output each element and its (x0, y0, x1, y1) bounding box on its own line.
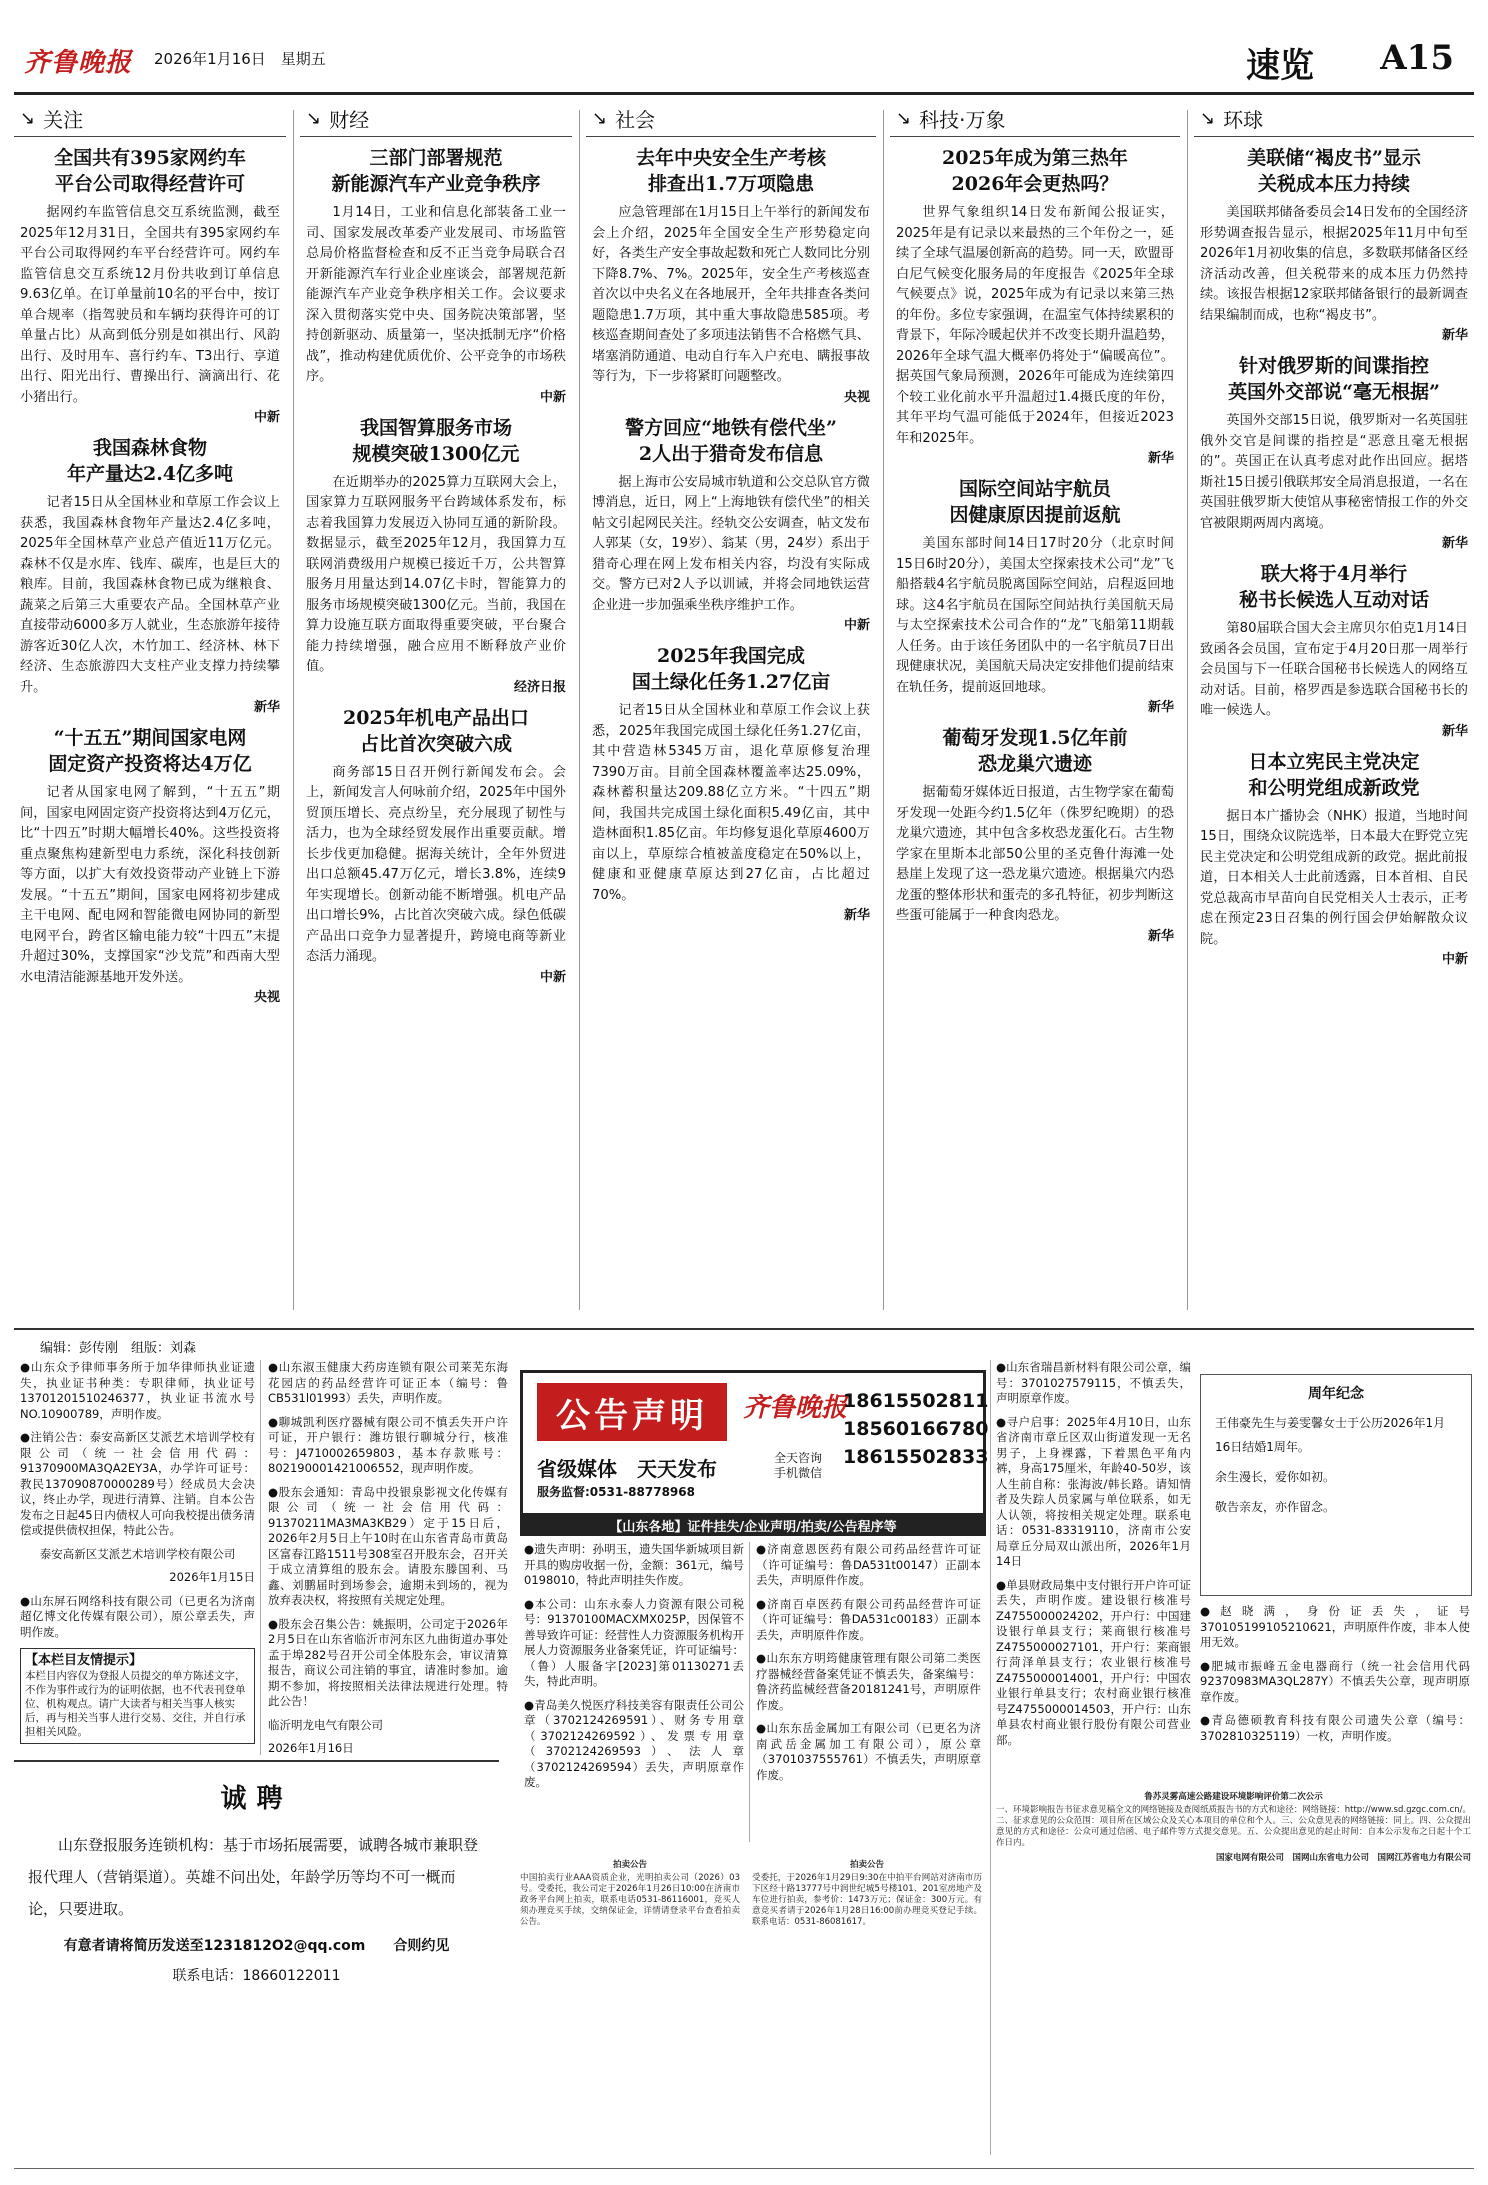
issue-date: 2026年1月16日 星期五 (154, 50, 326, 68)
notice-divider (990, 1360, 991, 2155)
auction-title: 拍卖公告 (849, 1860, 884, 1870)
column-divider (1187, 110, 1188, 1310)
story-body: 第80届联合国大会主席贝尔伯克1月14日致函各会员国，宣布定于4月20日那一周举行会员国与下一任联合国秘书长候选人的网络互动对话。目前，格罗西是参选联合国秘书长的唯一候选人。 (1200, 621, 1468, 718)
headline[interactable]: 针对俄罗斯的间谍指控 英国外交部说“毫无根据” (1228, 355, 1440, 403)
headline[interactable]: 2025年成为第三热年 2026年会更热吗？ (942, 147, 1128, 195)
notice-item: ●股东会召集公告：姚振明，公司定于2026年2月5日在山东省临沂市河东区九曲街道办事处孟于埠282号召开公司全体股东会，审议清算报告，商议公司注销的事宜，请准时参加。逾期不参加，将按照相关法律法规进行处理。特此公告！ (268, 1616, 508, 1708)
notice-column (524, 1542, 744, 1842)
column-divider (293, 110, 294, 1310)
recruit-title: 诚聘 (220, 1784, 293, 1814)
headline[interactable]: 国际空间站宇航员 因健康原因提前返航 (949, 478, 1121, 526)
notice-item: ●山东淑玉健康大药房连锁有限公司莱芜东海花园店的药品经营许可证正本（编号：鲁CB531l01993）丢失，声明作废。 (268, 1360, 508, 1405)
news-story (20, 435, 280, 715)
notice-item: ●山东屏石网络科技有限公司（已更名为济南超亿博文化传媒有限公司），原公章丢失，声明作废。 (20, 1593, 255, 1639)
headline[interactable]: 去年中央安全生产考核 排查出1.7万项隐患 (635, 147, 826, 195)
story-source: 新华 (1147, 928, 1174, 944)
notice-item: ●山东东方明筠健康管理有限公司第二类医疗器械经营备案凭证不慎丢失，备案编号：鲁济药监械经营备20181241号，声明原件作废。 (756, 1651, 981, 1712)
notice-item: ●赵晓满，身份证丢失，证号370105199105210621，声明原件作废，非本人使用无效。 (1200, 1604, 1470, 1649)
headline[interactable]: 日本立宪民主党决定 和公明党组成新政党 (1248, 750, 1420, 799)
story-source: 新华 (1441, 328, 1468, 343)
story-body: 据葡萄牙媒体近日报道，古生物学家在葡萄牙发现一处距今约1.5亿年（侏罗纪晚期）的恐龙巢穴遗迹，其中包含多枚恐龙蛋化石。古生物学家在里斯本北部50公里的圣克鲁什海滩一处悬崖上发现了这一恐龙巢穴遗迹。根据巢穴内恐龙蛋的整体形状和蛋壳的多孔特征，初步判断这些蛋可能属于一种食肉恐龙。 (896, 785, 1174, 923)
section-rule (14, 1328, 1474, 1330)
bottom-rule (14, 2168, 1474, 2169)
story-body: 美国联邦储备委员会14日发布的全国经济形势调查报告显示，根据2025年11月中旬至2026年1月初收集的信息，多数联邦储备区经济活动改善，但关税带来的成本压力仍然持续。该报告根据12家联邦储备银行的最新调查结果编制而成，也称“褐皮书”。 (1200, 205, 1468, 323)
reminder-title: 【本栏目友情提示】 (25, 1653, 143, 1668)
story-source: 新华 (253, 700, 280, 715)
anniversary-line: 敬告亲友，亦作留念。 (1215, 1500, 1336, 1514)
eia-signoff: 国家电网有限公司 国网山东省电力公司 国网江苏省电力有限公司 (1215, 1853, 1471, 1863)
news-story (592, 415, 870, 634)
news-story (1200, 561, 1468, 739)
eia-title: 鲁苏灵雾高速公路建设环境影响评价第二次公示 (1144, 1792, 1323, 1802)
story-source: 中新 (843, 618, 870, 633)
page-number: A15 (1380, 38, 1454, 78)
headline[interactable]: 2025年机电产品出口 占比首次突破六成 (343, 706, 529, 755)
notice-item: ●济南百卓医药有限公司药品经营许可证（许可证编号：鲁DA531c00183）正副本丢失，声明原件作废。 (756, 1596, 981, 1642)
ad-title: 公告声明 (537, 1383, 727, 1441)
column-header (300, 100, 572, 137)
column-title: 科技·万象 (919, 107, 1006, 132)
story-source: 中新 (539, 389, 566, 405)
recruit-box (14, 1768, 499, 2148)
eia-notice (996, 1790, 1471, 2160)
story-source: 新华 (1147, 700, 1174, 715)
column-divider (579, 110, 580, 1310)
news-story (306, 705, 566, 985)
column-title: 社会 (615, 107, 656, 132)
story-body: 据日本广播协会（NHK）报道，当地时间15日，围绕众议院选举，日本最大在野党立宪民主党决定和公明党组成新的政党。据此前报道，日本相关人士此前透露，日本首相、自民党总裁高市早苗向自民党相关人士表示，正考虑在预定23日召集的例行国会伊始解散众议院。 (1200, 808, 1468, 947)
story-body: 应急管理部在1月15日上午举行的新闻发布会上介绍，2025年全国安全生产形势稳定向好，各类生产安全事故起数和死亡人数同比分别下降8.7%、7%。2025年，安全生产考核巡查首次以中央名义在各地展开，全年共排查各类问题隐患1.7万项，其中重大事故隐患585项。考核巡查期间查处了多项违法销售不合格燃气具、堵塞消防通道、电动自行车入户充电、瞒报事故等行为，下一步将紧盯问题整改。 (592, 205, 870, 384)
story-body: 据网约车监管信息交互系统监测，截至2025年12月31日，全国共有395家网约车平台公司取得网约车平台经营许可。网约车监管信息交互系统12月份共收到订单信息9.63亿单。在订单量前10名的平台中，按订单合规率（指驾驶员和车辆均获得许可的订单量占比）从高到低分别是如祺出行、风韵出行、及时用车、喜行约车、T3出行、享道出行、阳光出行、曹操出行、滴滴出行、花小猪出行。 (20, 205, 280, 405)
reminder-text: 本栏目内容仅为登报人员提交的单方陈述文字，不作为事件或行为的证明依据，也不代表刊登单位、机构观点。请广大读者与相关当事人核实后，再与相关当事人进行交易、交往，并自行承担相关风险。 (25, 1669, 246, 1738)
column-keji (890, 100, 1180, 1315)
news-story (1200, 353, 1468, 551)
story-source: 央视 (843, 389, 870, 405)
ad-phone[interactable]: 18560166780 (843, 1418, 989, 1440)
column-header (586, 100, 876, 137)
column-huanqiu (1194, 100, 1474, 1315)
notice-column (20, 1360, 255, 1750)
headline[interactable]: 三部门部署规范 新能源汽车产业竞争秩序 (331, 147, 541, 195)
story-body: 英国外交部15日说，俄罗斯对一名英国驻俄外交官是间谍的指控是“恶意且毫无根据的”。英国正在认真考虑对此作出回应。据塔斯社15日援引俄联邦安全局消息报道，一名在英国驻俄罗斯大使馆从事秘密情报工作的外交官被限期两周内离境。 (1200, 413, 1468, 531)
notice-date: 2026年1月16日 (268, 1741, 354, 1755)
recruit-body: 山东登报服务连锁机构：基于市场拓展需要，诚聘各城市兼职登报代理人（营销渠道）。英雄不问出处，年龄学历等均不可一概而论，只要进取。 (28, 1836, 479, 1918)
corner-arrow-icon: ↘ (20, 107, 36, 129)
notice-item: ●济南意恩医药有限公司药品经营许可证（许可证编号：鲁DA531t00147）正副本丢失，声明原件作废。 (756, 1542, 981, 1587)
notice-item: ●注销公告：泰安高新区艾派艺术培训学校有限公司（统一社会信用代码：91370900MA3QA2EY3A，办学许可证号：教民137090870000289号）经成员大会决议，终止办学，现进行清算、注销。自本公告发布之日起45日内债权人可向我校提出债务清偿或提供债权担保，特此公告。 (20, 1430, 255, 1537)
headline[interactable]: 美联储“褐皮书”显示 关税成本压力持续 (1247, 147, 1421, 195)
headline[interactable]: 全国共有395家网约车 平台公司取得经营许可 (54, 147, 246, 195)
ad-hotline-label: 全天咨询 手机微信 (773, 1451, 835, 1480)
notice-date: 2026年1月15日 (169, 1570, 255, 1584)
masthead-rule (14, 92, 1474, 95)
notice-item: ●遗失声明：孙明玉，遗失国华新城项目新开具的购房收据一份，金额：361元，编号0198010，特此声明挂失作废。 (524, 1542, 744, 1587)
reminder-box (20, 1648, 255, 1744)
notice-item: ●本公司：山东永泰人力资源有限公司税号：91370100MACXMX025P，因保管不善导致许可证：经营性人力资源服务机构开展人力资源服务业备案凭证，许可证编号：（鲁）人服备字[2023]第01130271丢失，特此声明。 (524, 1596, 744, 1688)
news-story (306, 145, 566, 405)
notice-item: ●肥城市振峰五金电器商行（统一社会信用代码92370983MA3QL287Y）不慎丢失公章，现声明原章作废。 (1200, 1658, 1470, 1704)
column-title: 关注 (43, 107, 84, 132)
ad-phone[interactable]: 18615502811 (843, 1390, 989, 1412)
news-story (896, 476, 1174, 715)
column-shehui (586, 100, 876, 1315)
headline[interactable]: 我国森林食物 年产量达2.4亿多吨 (66, 437, 234, 485)
masthead (14, 8, 1474, 98)
notice-column (756, 1542, 981, 1842)
ad-supervise: 服务监督:0531-88778968 (537, 1485, 695, 1499)
story-source: 新华 (1147, 451, 1174, 466)
headline[interactable]: 警方回应“地铁有偿代坐” 2人出于猎奇发布信息 (625, 416, 837, 465)
anniversary-line: 王伟豪先生与姜雯馨女士于公历2026年1月16日结婚1周年。 (1215, 1416, 1446, 1454)
story-body: 在近期举办的2025算力互联网大会上，国家算力互联网服务平台跨域体系发布，标志着我国算力发展迈入协同互通的新阶段。数据显示，截至2025年12月，我国算力互联网消费级用户规模已接近千万，公共智算服务月用量达到14.07亿卡时，智能算力的服务市场规模突破1300亿元。当前，我国在算力设施互联方面取得重要突破，平台聚合能力持续增强，融合应用不断释放产业价值。 (306, 474, 566, 674)
column-header (890, 100, 1180, 137)
notice-item: ●山东众予律师事务所于加华律师执业证遗失，执业证书种类：专职律师，执业证号13701201510246377，执业证书流水号NO.10900789，声明作废。 (20, 1360, 255, 1421)
news-story (1200, 145, 1468, 343)
notice-column (1200, 1604, 1470, 1774)
notice-item: ●聊城凯利医疗器械有限公司不慎丢失开户许可证，开户银行：潍坊银行聊城分行，核准号：J4710002659803，基本存款账号：802190001421006552，现声明作废。 (268, 1414, 508, 1475)
news-story (896, 725, 1174, 944)
news-story (592, 643, 870, 923)
news-story (20, 725, 280, 1005)
story-source: 央视 (253, 990, 280, 1005)
story-body: 记者从国家电网了解到，“十五五”期间，国家电网固定资产投资将达到4万亿元，比“十四五”时期大幅增长40%。这些投资将重点聚焦构建新型电力系统，深化科技创新等方面，以扩大有效投资带动产业链上下游发展。“十五五”期间，国家电网将初步建成主干电网、配电网和智能微电网协同的新型电网平台，跨省区输电能力较“十四五”末提升超过30%，支撑国家“沙戈荒”和西南大型水电清洁能源基地开发外送。 (20, 785, 280, 985)
story-source: 经济日报 (513, 679, 566, 695)
story-source: 新华 (843, 908, 870, 923)
ad-slogan: 省级媒体 天天发布 (537, 1457, 717, 1481)
column-title: 环球 (1223, 107, 1264, 132)
anniversary-box (1200, 1374, 1472, 1596)
auction-notice (752, 1858, 982, 2158)
ad-category-bar: 【山东各地】证件挂失/企业声明/拍卖/公告程序等 (520, 1514, 986, 1536)
notice-divider (749, 1542, 750, 1842)
notice-item: ●青岛德硕教育科技有限公司遗失公章（编号：3702810325119）一枚，声明作废。 (1200, 1713, 1470, 1743)
notice-item: ●山东东岳金属加工有限公司（已更名为济南武岳金属加工有限公司），原公章（3701037555761）不慎丢失，声明原章作废。 (756, 1721, 981, 1782)
column-divider (883, 110, 884, 1310)
notice-item: ●青岛美久悦医疗科技美容有限责任公司公章（3702124269591）、财务专用章（3702124269592）、发票专用章（3702124269593）、法人章（3702124269594）丢失，声明原章作废。 (524, 1697, 744, 1789)
page-section-title: 速览 (1246, 46, 1314, 86)
news-story (306, 415, 566, 695)
auction-notice (520, 1858, 740, 2158)
auction-title: 拍卖公告 (612, 1860, 647, 1870)
announcement-ad[interactable] (520, 1370, 989, 1516)
corner-arrow-icon: ↘ (1200, 107, 1216, 129)
story-body: 美国东部时间14日17时20分（北京时间15日6时20分），美国太空探索技术公司“龙”飞船搭载4名宇航员脱离国际空间站，启程返回地球。这4名宇航员在国际空间站执行美国航天局与太空探索技术公司合作的“龙”飞船第11期载人任务。由于该任务团队中的一名宇航员7日出现健康状况，美国航天局决定安排他们提前结束在轨任务，提前返回地球。 (896, 536, 1174, 695)
auction-body: 受委托，于2026年1月29日9:30在中拍平台网站对济南市历下区经十路13777号中润世纪城5号楼101、201室房地产及车位进行拍卖，参考价：1473万元；保证金：300万元。有意竞买者请于2026年1月28日16:00前办理竞买登记手续。联系电话：0531-86081617。 (752, 1873, 982, 1927)
story-source: 中新 (253, 410, 280, 425)
notice-item: ●股东会通知：青岛中投银泉影视文化传媒有限公司（统一社会信用代码：91370211MA3MA3KB29）定于15日后，2026年2月5日上午10时在山东省青岛市黄岛区富春江路1511号308室召开股东会，召开关于成立清算组的股东会。请股东滕国利、马鑫、刘鹏届时到场参会，逾期未到场的，视为放弃表决权，将按照有关规定处理。 (268, 1484, 508, 1607)
column-title: 财经 (329, 107, 370, 132)
recruit-contact[interactable]: 有意者请将简历发送至1231812O2@qq.com 合则约见 (63, 1938, 450, 1954)
story-body: 记者15日从全国林业和草原工作会议上获悉，2025年我国完成国土绿化任务1.27亿亩，其中营造林5345万亩，退化草原修复治理7390万亩。目前全国森林覆盖率达25.09%，森林蓄积量达209.88亿立方米。“十四五”期间，我国共完成国土绿化面积5.49亿亩，其中造林面积1.85亿亩。年均修复退化草原4600万亩以上，草原综合植被盖度稳定在50%以上，健康和亚健康草原达到27亿亩，占比超过70%。 (592, 703, 870, 903)
eia-body: 一、环境影响报告书征求意见稿全文的网络链接及查阅纸质报告书的方式和途径：网络链接：http://www.sd.gzgc.com.cn/。二、征求意见的公众范围：项目所在区域公众及关心本项目的单位和个人。三、公众意见表的网络链接：同上。四、公众提出意见的方式和途径：公众可通过信函、电子邮件等方式提交意见。五、公众提出意见的起止时间：自本公示发布之日起十个工作日内。 (996, 1805, 1471, 1848)
news-story (1200, 749, 1468, 968)
ad-phone-list (843, 1387, 988, 1471)
story-body: 1月14日，工业和信息化部装备工业一司、国家发展改革委产业发展司、市场监管总局价格监督检查和反不正当竞争局联合召开新能源汽车行业企业座谈会，部署规范新能源汽车产业竞争秩序相关工作。会议要求深入贯彻落实党中央、国务院决策部署，坚持创新驱动、质量第一，坚决抵制无序“价格战”，推动构建优质优价、公平竞争的市场秩序。 (306, 205, 566, 384)
news-story (20, 145, 280, 425)
notice-signature: 泰安高新区艾派艺术培训学校有限公司 (39, 1546, 236, 1561)
anniversary-title: 周年纪念 (1308, 1386, 1364, 1402)
corner-arrow-icon: ↘ (592, 107, 608, 129)
column-header (14, 100, 286, 137)
notice-column (996, 1360, 1191, 1770)
headline[interactable]: 2025年我国完成 国土绿化任务1.27亿亩 (631, 645, 831, 693)
column-guanzhu (14, 100, 286, 1315)
notice-signature: 临沂明龙电气有限公司 (268, 1717, 383, 1732)
column-header (1194, 100, 1474, 137)
story-source: 中新 (539, 969, 566, 985)
newspaper-logo: 齐鲁晚报 (24, 48, 133, 78)
headline[interactable]: 葡萄牙发现1.5亿年前 恐龙巢穴遗迹 (942, 727, 1128, 775)
story-body: 记者15日从全国林业和草原工作会议上获悉，我国森林食物年产量达2.4亿多吨，2025年全国林草产业总产值近11万亿元。森林不仅是水库、钱库、碳库，也是巨大的粮库。目前，我国森林食物已成为继粮食、蔬菜之后第三大重要农产品。全国林草产业直接带动6000多万人就业，生态旅游年接待游客近30亿人次，木竹加工、经济林、林下经济、生态旅游四大支柱产业支撑力持续攀升。 (20, 495, 280, 695)
story-body: 商务部15日召开例行新闻发布会。会上，新闻发言人何咏前介绍，2025年中国外贸顶压增长、亮点纷呈，充分展现了韧性与活力，也为全球经贸发展作出重要贡献。增长步伐更加稳健。据海关统计，全年外贸进出口总额45.47万亿元，增长3.8%，连续9年实现增长。创新动能不断增强。机电产品出口增长9%，占比首次突破六成。绿色低碳产品出口竞争力显著提升，跨境电商等新业态活力涌现。 (306, 764, 566, 964)
story-source: 新华 (1441, 536, 1468, 551)
ad-logo: 齐鲁晚报 (743, 1393, 848, 1423)
recruit-phone[interactable]: 联系电话：18660122011 (172, 1968, 341, 1984)
corner-arrow-icon: ↘ (306, 107, 322, 129)
ad-phone[interactable]: 18615502833 (843, 1446, 989, 1468)
story-body: 据上海市公安局城市轨道和公交总队官方微博消息，近日，网上“上海地铁有偿代坐”的相关帖文引起网民关注。经轨交公安调查，帖文发布人郭某（女，19岁）、翁某（男，24岁）系出于猎奇心理在网上发布相关内容，均没有实际成交。警方已对2人予以训诫，并将会同地铁运营企业进一步加强乘坐秩序维护工作。 (592, 474, 870, 613)
corner-arrow-icon: ↘ (896, 107, 912, 129)
headline[interactable]: 联大将于4月举行 秘书长候选人互动对话 (1238, 563, 1429, 611)
news-story (592, 145, 870, 405)
anniversary-line: 余生漫长，爱你如初。 (1215, 1470, 1336, 1484)
headline[interactable]: “十五五”期间国家电网 固定资产投资将达4万亿 (48, 727, 252, 775)
story-source: 中新 (1441, 952, 1468, 967)
notice-item: ●山东省瑞昌新材料有限公司公章，编号：3701027579115，不慎丢失，声明原章作废。 (996, 1360, 1191, 1405)
notice-column (268, 1360, 508, 1755)
notice-divider (260, 1360, 261, 1755)
headline[interactable]: 我国智算服务市场 规模突破1300亿元 (352, 416, 520, 465)
story-source: 新华 (1441, 723, 1468, 739)
auction-body: 中国拍卖行业AAA资质企业，光明拍卖公司（2026）03号。受委托，我公司定于2026年1月26日10:00在济南市政务平台网上拍卖，联系电话0531-86116001，竞买人须办理竞买手续，交纳保证金，详情请登录平台查看拍卖公告。 (520, 1873, 740, 1927)
column-caijing (300, 100, 572, 1315)
news-story (896, 145, 1174, 466)
story-body: 世界气象组织14日发布新闻公报证实，2025年是有记录以来最热的三个年份之一，延续了全球气温屡创新高的趋势。同一天，欧盟哥白尼气候变化服务局的年度报告《2025年全球气候要点》说，2025年成为有记录以来第三热的年份。多位专家强调，在温室气体持续累积的背景下，年际冷暖起伏并不改变长期升温趋势，2026年全球气温大概率仍将处于“偏暖高位”。据英国气象局预测，2026年可能成为连续第四个较工业化前水平升温超过1.4摄氏度的年份，其年平均气温可能低于2024年，但接近2023年和2025年。 (896, 205, 1174, 446)
notice-item: ●寻户启事：2025年4月10日，山东省济南市章丘区双山街道发现一无名男子，上身裸露，下着黑色平角内裤，身高175厘米，年龄40-50岁，该人生前自称：张海波/韩长路。请知情者及失踪人员家属与单位联系，如无人认领，将按相关规定处理。联系电话：0531-83319110，济南市公安局章丘分局双山派出所，2026年1月14日 (996, 1414, 1191, 1568)
notice-item: ●单县财政局集中支付银行开户许可证丢失，声明作废。建设银行核准号Z4755000024202，开户行：中国建设银行单县支行；莱商银行核准号Z4755000027101，开户行：莱商银行菏泽单县支行；农业银行核准号Z4755000014001，开户行：中国农业银行单县支行；农村商业银行核准号Z4755000014503，开户行：山东单县农村商业银行股份有限公司营业部。 (996, 1577, 1191, 1747)
editor-credit: 编辑：彭传刚 组版：刘森 (40, 1341, 197, 1356)
recruit-rule (14, 1760, 499, 1762)
